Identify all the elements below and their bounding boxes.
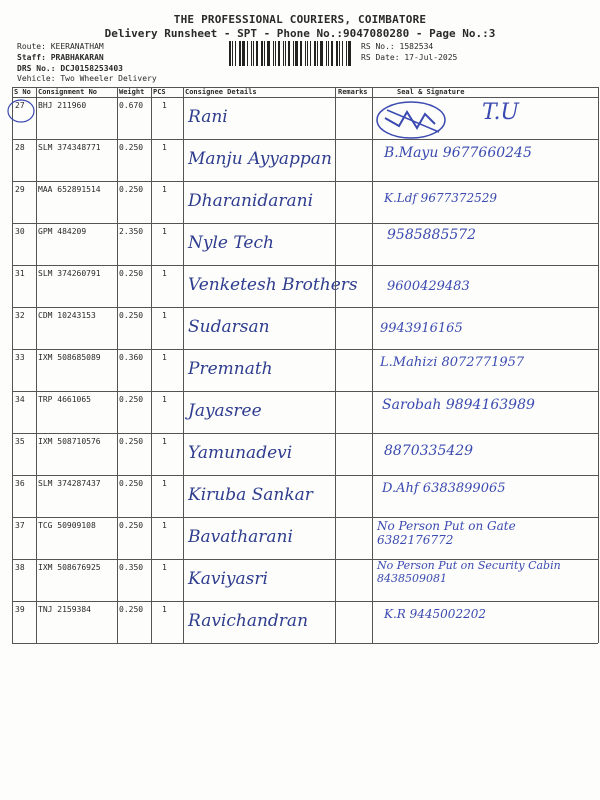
row-signature: 9585885572 bbox=[387, 227, 477, 243]
barcode-bar bbox=[232, 41, 233, 66]
barcode-bar bbox=[229, 41, 231, 66]
row-pcs: 1 bbox=[162, 227, 167, 236]
row-consignment-no: SLM 374348771 bbox=[38, 143, 101, 152]
row-consignment-no: IXM 508676925 bbox=[38, 563, 101, 572]
row-consignment-no: CDM 10243153 bbox=[38, 311, 96, 320]
row-consignment-no: TRP 4661065 bbox=[38, 395, 91, 404]
barcode-bar bbox=[328, 41, 329, 66]
row-pcs: 1 bbox=[162, 563, 167, 572]
barcode-bar bbox=[339, 41, 340, 66]
col-header-sno: S No bbox=[14, 88, 31, 96]
row-sno: 33 bbox=[15, 353, 25, 362]
row-weight: 0.250 bbox=[119, 143, 144, 152]
stamp-mark bbox=[373, 96, 453, 144]
row-consignment-no: GPM 484209 bbox=[38, 227, 87, 236]
barcode-bar bbox=[242, 41, 245, 66]
row-sno: 30 bbox=[15, 227, 25, 236]
barcode-bar bbox=[247, 41, 248, 66]
row-sno: 32 bbox=[15, 311, 25, 320]
barcode-bar bbox=[342, 41, 343, 66]
row-signature: Sarobah 9894163989 bbox=[382, 397, 535, 413]
row-sno: 39 bbox=[15, 605, 25, 614]
row-sno: 34 bbox=[15, 395, 25, 404]
row-pcs: 1 bbox=[162, 437, 167, 446]
row-pcs: 1 bbox=[162, 143, 167, 152]
row-pcs: 1 bbox=[162, 101, 167, 110]
row-weight: 0.250 bbox=[119, 395, 144, 404]
barcode-bar bbox=[307, 41, 308, 66]
row-sno: 31 bbox=[15, 269, 25, 278]
row-weight: 2.350 bbox=[119, 227, 144, 236]
barcode-bar bbox=[346, 41, 347, 66]
col-header-consignment: Consignment No bbox=[38, 88, 98, 96]
col-header-weight: Weight bbox=[119, 88, 145, 96]
barcode-bar bbox=[336, 41, 338, 66]
row-weight: 0.250 bbox=[119, 521, 144, 530]
barcode-bar bbox=[348, 41, 351, 66]
barcode-bar bbox=[273, 41, 274, 66]
barcode-bar bbox=[295, 41, 298, 66]
row-consignment-no: BHJ 211960 bbox=[38, 101, 87, 110]
barcode-bar bbox=[239, 41, 241, 66]
row-signature: 9600429483 bbox=[387, 279, 470, 294]
row-consignment-no: SLM 374287437 bbox=[38, 479, 101, 488]
barcode-bar bbox=[278, 41, 280, 66]
barcode-bar bbox=[285, 41, 286, 66]
row-consignment-no: TNJ 2159384 bbox=[38, 605, 91, 614]
route-field: Route: KEERANATHAM bbox=[17, 42, 104, 51]
barcode-bar bbox=[251, 41, 252, 66]
row-pcs: 1 bbox=[162, 353, 167, 362]
barcode-bar bbox=[253, 41, 254, 66]
row-signature: 9943916165 bbox=[380, 321, 463, 336]
vehicle-field: Vehicle: Two Wheeler Delivery bbox=[17, 74, 157, 83]
row-weight: 0.250 bbox=[119, 269, 144, 278]
barcode-bar bbox=[288, 41, 290, 66]
rs-date-field: RS Date: 17-Jul-2025 bbox=[361, 53, 458, 62]
runsheet-table bbox=[12, 87, 598, 631]
barcode-bar bbox=[320, 41, 323, 66]
row-consignee-name: Kaviyasri bbox=[188, 569, 268, 589]
row-weight: 0.670 bbox=[119, 101, 144, 110]
row-consignee-name: Ravichandran bbox=[188, 611, 309, 631]
row-pcs: 1 bbox=[162, 185, 167, 194]
col-header-remarks: Remarks bbox=[338, 88, 368, 96]
barcode-bar bbox=[235, 41, 236, 66]
circle-mark bbox=[6, 98, 36, 124]
rs-no-field: RS No.: 1582534 bbox=[361, 42, 434, 51]
barcode-bar bbox=[256, 41, 258, 66]
row-consignee-name: Yamunadevi bbox=[188, 443, 293, 463]
row-pcs: 1 bbox=[162, 605, 167, 614]
row-weight: 0.250 bbox=[119, 185, 144, 194]
col-header-pcs: PCS bbox=[153, 88, 166, 96]
barcode-bar bbox=[310, 41, 311, 66]
row-consignment-no: IXM 508685089 bbox=[38, 353, 101, 362]
row-pcs: 1 bbox=[162, 395, 167, 404]
company-title: THE PROFESSIONAL COURIERS, COIMBATORE bbox=[173, 13, 427, 26]
row-consignee-name: Venketesh Brothers bbox=[188, 275, 358, 295]
row-sno: 28 bbox=[15, 143, 25, 152]
barcode-bar bbox=[317, 41, 318, 66]
row-pcs: 1 bbox=[162, 521, 167, 530]
barcode-bar bbox=[305, 41, 306, 66]
barcode-bar bbox=[300, 41, 302, 66]
row-signature: D.Ahf 6383899065 bbox=[382, 481, 506, 496]
barcode-bar bbox=[275, 41, 276, 66]
row-weight: 0.250 bbox=[119, 605, 144, 614]
row-consignee-name: Bavatharani bbox=[188, 527, 293, 547]
row-weight: 0.360 bbox=[119, 353, 144, 362]
row-pcs: 1 bbox=[162, 311, 167, 320]
row-sno: 37 bbox=[15, 521, 25, 530]
row-weight: 0.250 bbox=[119, 437, 144, 446]
barcode-bar bbox=[314, 41, 316, 66]
barcode-bar bbox=[331, 41, 333, 66]
row-weight: 0.250 bbox=[119, 311, 144, 320]
row-consignee-name: Jayasree bbox=[188, 401, 262, 421]
row-signature: No Person Put on Security Cabin 8438509081 bbox=[377, 559, 561, 585]
row-weight: 0.250 bbox=[119, 479, 144, 488]
row-consignee-name: Rani bbox=[188, 107, 228, 127]
barcode-bar bbox=[267, 41, 270, 66]
row-pcs: 1 bbox=[162, 479, 167, 488]
row-weight: 0.350 bbox=[119, 563, 144, 572]
barcode-bar bbox=[326, 41, 327, 66]
row-signature: L.Mahizi 8072771957 bbox=[380, 355, 525, 370]
row-consignee-name: Premnath bbox=[188, 359, 273, 379]
row-consignment-no: MAA 652891514 bbox=[38, 185, 101, 194]
row-signature: 8870335429 bbox=[384, 443, 474, 459]
row-signature: No Person Put on Gate 6382176772 bbox=[377, 519, 516, 547]
row-consignee-name: Sudarsan bbox=[188, 317, 270, 337]
row-sno: 29 bbox=[15, 185, 25, 194]
row-signature: K.R 9445002202 bbox=[384, 607, 486, 621]
runsheet-subtitle: Delivery Runsheet - SPT - Phone No.:9047080280 - Page No.:3 bbox=[104, 27, 496, 40]
row-signature: B.Mayu 9677660245 bbox=[384, 145, 532, 161]
row-consignee-name: Kiruba Sankar bbox=[188, 485, 313, 505]
row-consignment-no: TCG 50909108 bbox=[38, 521, 96, 530]
row-sno: 35 bbox=[15, 437, 25, 446]
col-header-consignee: Consignee Details bbox=[185, 88, 257, 96]
barcode-image bbox=[229, 41, 353, 66]
row-consignee-name: Nyle Tech bbox=[188, 233, 274, 253]
row-signature: T.U bbox=[482, 100, 519, 125]
row-consignee-name: Dharanidarani bbox=[188, 191, 314, 211]
row-sno: 38 bbox=[15, 563, 25, 572]
row-signature: K.Ldf 9677372529 bbox=[384, 191, 498, 205]
row-consignee-name: Manju Ayyappan bbox=[188, 149, 332, 169]
drs-field: DRS No.: DCJ0158253403 bbox=[17, 64, 123, 73]
barcode-bar bbox=[261, 41, 263, 66]
row-consignment-no: IXM 508710576 bbox=[38, 437, 101, 446]
row-sno: 27 bbox=[15, 101, 25, 110]
barcode-bar bbox=[283, 41, 284, 66]
barcode-bar bbox=[293, 41, 294, 66]
staff-field: Staff: PRABHAKARAN bbox=[17, 53, 104, 62]
row-sno: 36 bbox=[15, 479, 25, 488]
row-pcs: 1 bbox=[162, 269, 167, 278]
row-consignment-no: SLM 374260791 bbox=[38, 269, 101, 278]
barcode-bar bbox=[264, 41, 265, 66]
col-header-signature: Seal & Signature bbox=[397, 88, 465, 96]
